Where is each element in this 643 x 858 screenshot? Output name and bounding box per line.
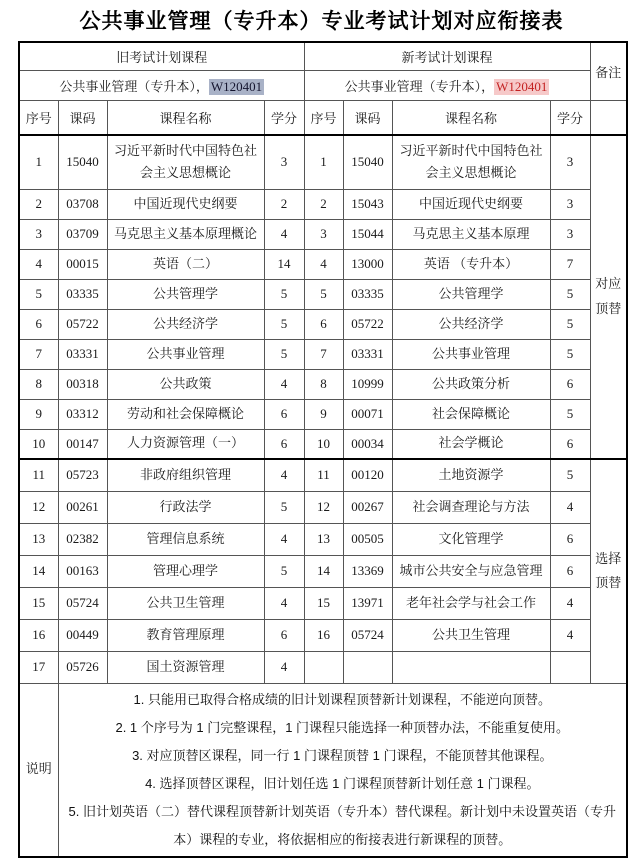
old-seq: 12: [19, 491, 58, 523]
new-credits: 6: [550, 555, 590, 587]
old-specialty-cell: [19, 70, 304, 100]
table-row: [19, 555, 627, 587]
old-code: 00015: [58, 249, 107, 279]
old-code: 03331: [58, 339, 107, 369]
old-code: 03335: [58, 279, 107, 309]
old-plan-header-cell: 旧考试计划课程: [19, 42, 304, 70]
col-header-old-credits: 学分: [264, 100, 304, 135]
table-row: [19, 491, 627, 523]
new-code: 00034: [343, 429, 392, 459]
table-row: [19, 339, 627, 369]
new-credits: 4: [550, 587, 590, 619]
old-seq: 8: [19, 369, 58, 399]
new-course-name: 英语 （专升本）: [392, 249, 550, 279]
new-specialty-code: W120401: [496, 78, 548, 94]
table-row: [19, 309, 627, 339]
old-credits: 4: [264, 459, 304, 491]
table-row: [19, 249, 627, 279]
old-credits: 5: [264, 309, 304, 339]
note-line: 4. 选择顶替区课程，旧计划任选 1 门课程顶替新计划任意 1 门课程。: [145, 775, 540, 791]
new-seq: 15: [304, 587, 343, 619]
new-seq: 10: [304, 429, 343, 459]
note-line: 3. 对应顶替区课程，同一行 1 门课程顶替 1 门课程，不能顶替其他课程。: [132, 747, 553, 763]
new-credits: 6: [550, 369, 590, 399]
old-course-name: 公共经济学: [107, 309, 264, 339]
table-row: [19, 135, 627, 189]
old-code: 02382: [58, 523, 107, 555]
specialty-row: [19, 70, 627, 100]
old-seq: 7: [19, 339, 58, 369]
new-seq: 7: [304, 339, 343, 369]
old-seq: 1: [19, 135, 58, 189]
old-credits: 4: [264, 651, 304, 683]
new-credits: 7: [550, 249, 590, 279]
old-code: 00449: [58, 619, 107, 651]
old-code: 00147: [58, 429, 107, 459]
old-course-name: 习近平新时代中国特色社会主义思想概论: [107, 135, 264, 189]
course-table-body: [19, 42, 627, 857]
new-credits: 6: [550, 523, 590, 555]
old-course-name: 人力资源管理（一）: [107, 429, 264, 459]
old-credits: 5: [264, 555, 304, 587]
new-seq: 4: [304, 249, 343, 279]
table-row: [19, 219, 627, 249]
old-credits: 5: [264, 279, 304, 309]
table-row: [19, 429, 627, 459]
old-course-name: 公共卫生管理: [107, 587, 264, 619]
new-course-name: 社会保障概论: [392, 399, 550, 429]
col-header-remark-empty: [590, 100, 627, 135]
col-header-old-name: 课程名称: [107, 100, 264, 135]
new-credits: [550, 651, 590, 683]
old-credits: 4: [264, 523, 304, 555]
old-course-name: 教育管理原理: [107, 619, 264, 651]
new-seq: 16: [304, 619, 343, 651]
old-seq: 6: [19, 309, 58, 339]
new-course-name: 公共事业管理: [392, 339, 550, 369]
old-seq: 3: [19, 219, 58, 249]
old-course-name: 英语（二）: [107, 249, 264, 279]
old-seq: 11: [19, 459, 58, 491]
new-code: 10999: [343, 369, 392, 399]
old-course-name: 非政府组织管理: [107, 459, 264, 491]
new-course-name: 公共管理学: [392, 279, 550, 309]
new-seq: 9: [304, 399, 343, 429]
new-credits: 5: [550, 339, 590, 369]
new-course-name: [392, 651, 550, 683]
old-credits: 6: [264, 399, 304, 429]
new-code: 13369: [343, 555, 392, 587]
exam-plan-table: [18, 41, 628, 858]
new-course-name: 老年社会学与社会工作: [392, 587, 550, 619]
old-course-name: 行政法学: [107, 491, 264, 523]
old-credits: 5: [264, 491, 304, 523]
old-course-name: 中国近现代史纲要: [107, 189, 264, 219]
page-title: 公共事业管理（专升本）专业考试计划对应衔接表: [79, 9, 564, 33]
new-code: [343, 651, 392, 683]
old-seq: 2: [19, 189, 58, 219]
new-course-name: 公共卫生管理: [392, 619, 550, 651]
table-row: [19, 459, 627, 491]
new-course-name: 土地资源学: [392, 459, 550, 491]
old-code: 03708: [58, 189, 107, 219]
new-credits: 5: [550, 279, 590, 309]
old-code: 00163: [58, 555, 107, 587]
old-course-name: 公共政策: [107, 369, 264, 399]
notes-row: [19, 683, 627, 857]
plan-group-header-row: [19, 42, 627, 70]
old-seq: 17: [19, 651, 58, 683]
old-course-name: 马克思主义基本原理概论: [107, 219, 264, 249]
new-code: 00267: [343, 491, 392, 523]
old-credits: 4: [264, 369, 304, 399]
new-seq: 11: [304, 459, 343, 491]
new-credits: 4: [550, 491, 590, 523]
old-specialty-code: W120401: [210, 78, 263, 94]
new-code: 00071: [343, 399, 392, 429]
new-code: 15043: [343, 189, 392, 219]
old-course-name: 公共管理学: [107, 279, 264, 309]
new-course-name: 社会学概论: [392, 429, 550, 459]
new-specialty-cell: [304, 70, 590, 100]
old-credits: 6: [264, 619, 304, 651]
old-credits: 4: [264, 587, 304, 619]
new-credits: 3: [550, 135, 590, 189]
note-line: 1. 只能用已取得合格成绩的旧计划课程顶替新计划课程，不能逆向顶替。: [133, 691, 551, 707]
new-seq: 5: [304, 279, 343, 309]
remark-selective-replace: 选择顶替: [590, 459, 627, 683]
note-line: 5. 旧计划英语（二）替代课程顶替新计划英语（专升本）替代课程。新计划中未设置英语（专升本）课程的专业，将依据相应的衔接表进行新课程的顶替。: [68, 803, 616, 847]
old-seq: 10: [19, 429, 58, 459]
old-seq: 16: [19, 619, 58, 651]
new-credits: 3: [550, 189, 590, 219]
new-code: 13000: [343, 249, 392, 279]
new-seq: 1: [304, 135, 343, 189]
old-code: 05724: [58, 587, 107, 619]
column-header-row: [19, 100, 627, 135]
old-credits: 3: [264, 135, 304, 189]
new-credits: 4: [550, 619, 590, 651]
new-seq: 13: [304, 523, 343, 555]
old-credits: 6: [264, 429, 304, 459]
old-specialty-name: 公共事业管理（专升本），: [59, 78, 209, 94]
new-code: 03331: [343, 339, 392, 369]
new-credits: 5: [550, 309, 590, 339]
old-credits: 2: [264, 189, 304, 219]
old-credits: 4: [264, 219, 304, 249]
old-code: 15040: [58, 135, 107, 189]
new-seq: 2: [304, 189, 343, 219]
new-course-name: 社会调查理论与方法: [392, 491, 550, 523]
new-course-name: 习近平新时代中国特色社会主义思想概论: [392, 135, 550, 189]
new-course-name: 公共经济学: [392, 309, 550, 339]
old-code: 03312: [58, 399, 107, 429]
new-code: 13971: [343, 587, 392, 619]
new-course-name: 城市公共安全与应急管理: [392, 555, 550, 587]
notes-label: 说明: [19, 683, 58, 857]
old-credits: 14: [264, 249, 304, 279]
new-credits: 3: [550, 219, 590, 249]
old-code: 05723: [58, 459, 107, 491]
new-code: 00120: [343, 459, 392, 491]
new-plan-header-cell: 新考试计划课程: [304, 42, 590, 70]
old-course-name: 管理信息系统: [107, 523, 264, 555]
old-seq: 14: [19, 555, 58, 587]
remark-corresponding-replace: 对应顶替: [590, 135, 627, 459]
new-seq: [304, 651, 343, 683]
old-course-name: 国土资源管理: [107, 651, 264, 683]
new-seq: 6: [304, 309, 343, 339]
old-seq: 5: [19, 279, 58, 309]
remark-header-cell: 备注: [590, 42, 627, 100]
new-specialty-name: 公共事业管理（专升本），: [344, 78, 495, 94]
new-seq: 3: [304, 219, 343, 249]
note-line: 2. 1 个序号为 1 门完整课程，1 门课程只能选择一种顶替办法，不能重复使用。: [115, 719, 570, 735]
new-code: 15040: [343, 135, 392, 189]
table-row: [19, 619, 627, 651]
col-header-old-seq: 序号: [19, 100, 58, 135]
new-credits: 5: [550, 459, 590, 491]
old-seq: 13: [19, 523, 58, 555]
old-course-name: 劳动和社会保障概论: [107, 399, 264, 429]
old-code: 00261: [58, 491, 107, 523]
new-credits: 6: [550, 429, 590, 459]
col-header-new-name: 课程名称: [392, 100, 550, 135]
col-header-new-credits: 学分: [550, 100, 590, 135]
new-course-name: 中国近现代史纲要: [392, 189, 550, 219]
table-row: [19, 369, 627, 399]
new-credits: 5: [550, 399, 590, 429]
notes-content: [58, 683, 627, 857]
table-row: [19, 523, 627, 555]
new-code: 03335: [343, 279, 392, 309]
new-code: 05722: [343, 309, 392, 339]
old-credits: 5: [264, 339, 304, 369]
old-code: 05722: [58, 309, 107, 339]
new-code: 15044: [343, 219, 392, 249]
old-code: 00318: [58, 369, 107, 399]
new-code: 00505: [343, 523, 392, 555]
new-course-name: 文化管理学: [392, 523, 550, 555]
old-code: 03709: [58, 219, 107, 249]
old-course-name: 公共事业管理: [107, 339, 264, 369]
new-course-name: 马克思主义基本原理: [392, 219, 550, 249]
table-row: [19, 189, 627, 219]
table-row: [19, 651, 627, 683]
new-seq: 8: [304, 369, 343, 399]
new-course-name: 公共政策分析: [392, 369, 550, 399]
new-seq: 14: [304, 555, 343, 587]
col-header-old-code: 课码: [58, 100, 107, 135]
old-seq: 4: [19, 249, 58, 279]
new-code: 05724: [343, 619, 392, 651]
col-header-new-seq: 序号: [304, 100, 343, 135]
old-code: 05726: [58, 651, 107, 683]
table-row: [19, 587, 627, 619]
table-row: [19, 399, 627, 429]
table-row: [19, 279, 627, 309]
old-seq: 9: [19, 399, 58, 429]
new-seq: 12: [304, 491, 343, 523]
col-header-new-code: 课码: [343, 100, 392, 135]
old-course-name: 管理心理学: [107, 555, 264, 587]
old-seq: 15: [19, 587, 58, 619]
